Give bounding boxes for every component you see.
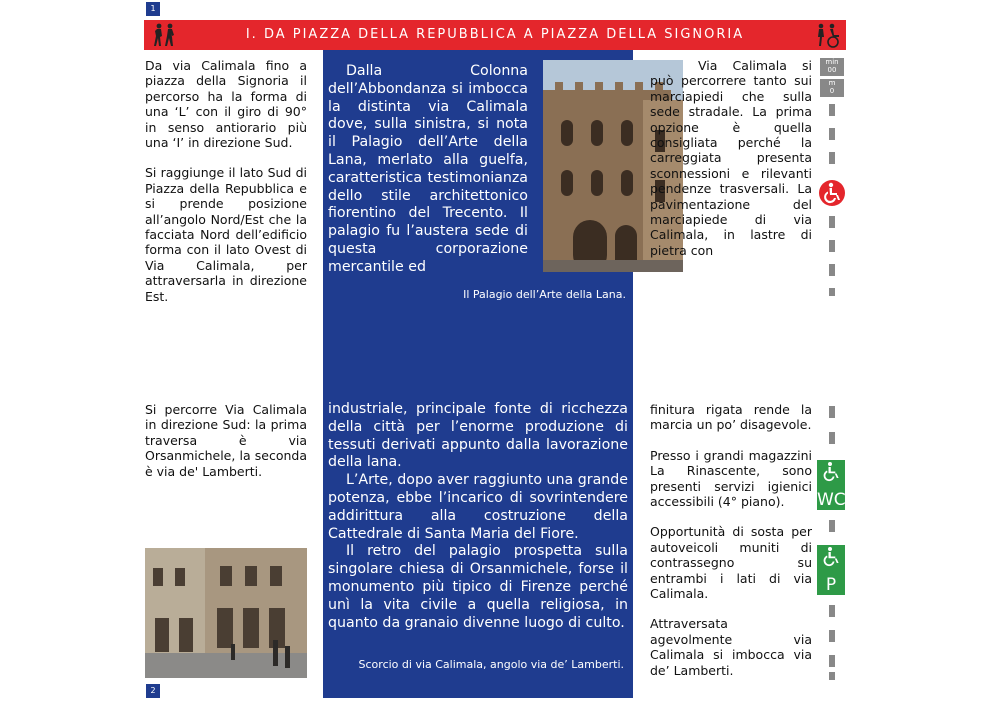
route-dash xyxy=(829,406,835,418)
right-paragraph: Opportunità di sosta per autoveicoli muniti di contrassegno su entrambi i lati di via Calimala. xyxy=(650,524,812,602)
wheelchair-wc-icon xyxy=(817,460,845,510)
wheelchair-icon xyxy=(819,180,845,206)
left-paragraph: Da via Calimala fino a piazza della Signoria il percorso ha la forma di una ‘L’ con il giro di 90° in senso antiorario più una ‘I’ in direzione Sud. xyxy=(145,58,307,151)
blue-panel-top-text xyxy=(328,63,528,277)
route-dash xyxy=(829,104,835,116)
wheelchair-pedestrian-icon xyxy=(816,22,842,52)
wc-label: WC xyxy=(817,490,846,510)
route-dash xyxy=(829,128,835,140)
route-dash xyxy=(829,655,835,667)
wheelchair-parking-icon xyxy=(817,545,845,595)
route-dash xyxy=(829,152,835,164)
street-corner-photo xyxy=(145,548,307,678)
blue-paragraph: Dalla Colonna dell’Abbondanza si imbocca la distinta via Calimala dove, sulla sinistra, si nota il Palagio dell’Arte della Lana, merlato alla guelfa, caratteristica testimonianza dello stile architettonico fiorentino del Trecento. Il palagio fu l’austera sede di questa corporazione mercantile ed xyxy=(328,63,528,275)
left-paragraph: Si raggiunge il lato Sud di Piazza della Repubblica e si prende posizione all’angolo Nord/Est che la facciata Nord dell’edificio forma con il lato Ovest di Via Calimala, per attraversarla in direzione Est. xyxy=(145,165,307,304)
page-number-bottom: 2 xyxy=(146,684,160,698)
blue-paragraph: L’Arte, dopo aver raggiunto una grande potenza, ebbe l’incarico di sovrintendere addirittura alla costruzione della Cattedrale di Santa Maria del Fiore. xyxy=(328,472,628,542)
palagio-caption: Il Palagio dell’Arte della Lana. xyxy=(463,288,626,301)
section-title: I. DA PIAZZA DELLA REPUBBLICA A PIAZZA DELLA SIGNORIA xyxy=(245,27,745,42)
section-header-bar xyxy=(144,20,846,50)
blue-panel-bottom-text xyxy=(328,401,628,632)
right-paragraph: finitura rigata rende la marcia un po’ disagevole. xyxy=(650,402,812,433)
route-dash xyxy=(829,216,835,228)
right-paragraph: Via Calimala si può percorrere tanto sui marciapiedi che sulla sede stradale. La prima opzione è quella consigliata perché la carreggiata presenta sconnessioni e rilevanti pendenze trasversali. La pavimentazione del marciapiede di via Calimala, in lastre di pietra con xyxy=(650,58,812,258)
route-dash xyxy=(829,432,835,444)
route-dash xyxy=(829,605,835,617)
route-dash xyxy=(829,520,835,532)
blue-paragraph: industriale, principale fonte di ricchezza della città per l’enorme produzione di tessuti derivati appunto dalla lavorazione della lana. xyxy=(328,401,628,471)
right-column-top xyxy=(650,58,812,273)
right-paragraph: Presso i grandi magazzini La Rinascente, sono presenti servizi igienici accessibili (4° piano). xyxy=(650,447,812,510)
left-column-bottom xyxy=(145,402,307,494)
route-dash xyxy=(829,630,835,642)
blue-paragraph: Il retro del palagio prospetta sulla singolare chiesa di Orsanmichele, forse il monumento più tipico di Firenze perché unì la vita civile a quella religiosa, in quanto da granaio divenne luogo di culto. xyxy=(328,543,628,631)
route-dash xyxy=(829,672,835,680)
route-dash xyxy=(829,288,835,296)
right-paragraph: Attraversata agevolmente via Calimala si imbocca via de’ Lamberti. xyxy=(650,616,812,678)
page-number-top: 1 xyxy=(146,2,160,16)
street-caption: Scorcio di via Calimala, angolo via de’ Lamberti. xyxy=(358,658,624,671)
right-column-bottom xyxy=(650,402,812,693)
route-dash xyxy=(829,264,835,276)
minutes-counter: min 00 xyxy=(820,58,844,76)
left-paragraph: Si percorre Via Calimala in direzione Sud: la prima traversa è via Orsanmichele, la seconda è via de' Lamberti. xyxy=(145,402,307,479)
route-dash xyxy=(829,240,835,252)
parking-label: P xyxy=(825,575,837,595)
left-column-top xyxy=(145,58,307,319)
meters-counter: m 0 xyxy=(820,79,844,97)
